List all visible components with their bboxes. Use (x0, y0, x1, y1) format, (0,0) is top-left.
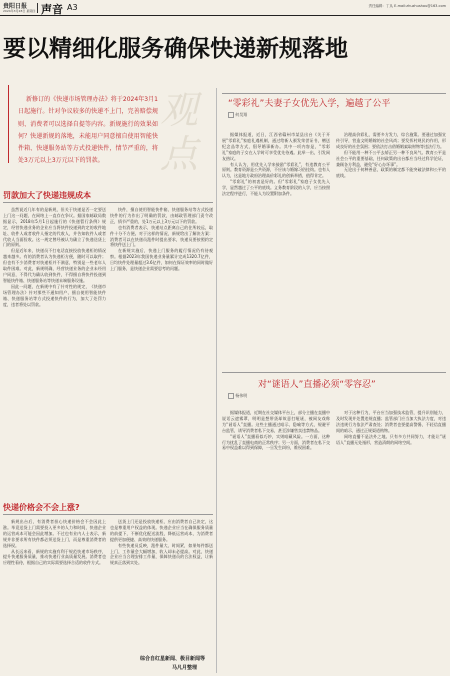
editor-contact: 责任编辑：丁从 E-mail:zhuzhushou@163.com (368, 4, 446, 8)
issue-date: 2024年3月28日 星期四 (3, 9, 36, 13)
art1-col2 (336, 132, 446, 360)
art2-title-rule (222, 372, 446, 373)
lead-paragraph: 新修订的《快递市场管理办法》将于2024年3月1日起施行。针对争议较多的快递不上门，完善赔偿规则、消费者可以选择自提等内容。新规施行的效果如何？快递新规的落地，未能用户同意擅自使用智能快件箱、快递服务站等方式投递快件，情节严重的，将处3万元以上3万元以下的罚款。 (18, 96, 158, 165)
sec1-col2 (110, 207, 213, 497)
sec2-col2-p2: 有些快递员反映，派件量大、时间紧，如果每件都送上门，工作量会大幅增加，收入却未必提高。对此，快递企业应当合理安排工作量，保障快递员的合法权益，让新规真正落到实处。 (110, 542, 213, 566)
sec2-col1-p2: 从长远来看，新规的实施有利于规范快递市场秩序，提升快递服务质量，推动快递行业高质量发展。消费者也应理性看待，根据自己的实际需要选择合适的收件方式。 (3, 548, 106, 566)
sec2-byline: 综合自红星新闻、极目新闻等 (140, 656, 206, 662)
sec1-col1-p2: 但是近年来，快递员不打电话直接投放快递柜的情况越来越多。有的消费者认为快递柜方便，随时可以取件；但也有不少消费者对快递柜并不满意，特别是一些老年人取件困难。对此，新规明确，经营快递业务的企业未经用户同意，不得代为确认收到快件，不得擅自将快件投递到智能快件箱、快递服务站等快递末端服务设施。 (3, 248, 106, 283)
sec1-col2-p3: 在新规实施后，快递上门服务的履行情况仍有待观察。根据2023年我国快递业务量累计完成1320.7亿件，日均快件处理量超过3.6亿件，如何在保证效率的同时做好上门服务，是快递企业需要思考的问题。 (110, 248, 213, 272)
sec2-title-rule (3, 514, 213, 515)
sec2-author: 马凡月整理 (172, 665, 198, 671)
masthead: 贵阳日报 (3, 3, 28, 10)
art2-col2 (336, 410, 446, 672)
sec1-col1 (3, 207, 106, 497)
art2-col1-p2: “谜语人”直播看似巧妙，实则暗藏风险。一方面，这种行为扰乱了直播电商的正常秩序；另一方面，消费者在私下交易中权益难以得到保障，一旦发生纠纷，维权困难。 (222, 433, 330, 451)
main-headline: 要以精细化服务确保快递新规落地 (3, 36, 348, 62)
sec1-col2-p1: 快件，擅自使用智能快件箱、快递服务站等方式投递快件的行为作出了明确的罚款，由邮政管理部门责令改正，情节严重的，处1万元以上3万元以下的罚款。 (110, 207, 213, 224)
page-number: A3 (67, 3, 78, 12)
sec2-col1 (3, 519, 106, 673)
sec1-col1-p3: 因此一问题，在新规中有了针对性的规定，《快递市场管理办法》针对那些不通知用户、擅自使用智能快件箱、快递服务站等方式投递快件的行为，加大了处罚力度，违者将处以罚款。 (3, 283, 106, 307)
sec2-col2-p1: 送货上门还是投放快递柜，应由消费者自己决定，这也是尊重用户权益的体现。快递企业应当在确保服务质量的前提下，不断优化配送流程，降低运营成本，为消费者提供更加便捷、高效的快递服务。 (110, 519, 213, 542)
author-marker-icon (228, 112, 234, 118)
author-marker-icon (228, 393, 234, 399)
section-name: 声音 (41, 3, 63, 16)
header-divider-bar (37, 3, 38, 13)
art2-author: 杨伟明 (235, 393, 248, 398)
column-divider (216, 88, 217, 673)
art1-col2-p1: 治理高价彩礼，需要多方发力，综合施策。要通过加强宣传引导，营造文明婚嫁的社会风尚；要发挥村规民约作用，形成良好的社会氛围；要依法打击借婚姻索取财物等违法行为。 (336, 132, 446, 149)
art1-author-row (228, 112, 247, 118)
art1-col1-p3: “零彩礼”的初衷是好的。但“零彩礼”家庭子女优先入学，显然越过了公平的底线。义务教育阶段的入学，应当按照法定程序进行，不能人为设置附加条件。 (222, 179, 330, 197)
art2-col2-p2: 网络直播不是法外之地。只有多方共同努力，才能让“谜语人”直播无处遁形，营造清朗的网络空间。 (336, 433, 446, 445)
sec2-col2 (110, 519, 213, 651)
sec2-col1-p1: 新规出台后，有消费者担心快递价格会不会因此上涨。毕竟送货上门需要投入更多的人力和时间，快递企业的运营成本可能会因此增加。不过也有业内人士表示，新规并非要求所有快件都必须送货上门，而是尊重消费者的选择权。 (3, 519, 106, 548)
sec2-title: 快递价格会不会上涨? (3, 503, 80, 512)
art1-title: “零彩礼”夫妻子女优先入学，遍越了公平 (228, 99, 391, 109)
art2-col1-p1: 据媒体报道，近期在社交媒体平台上，部分主播在直播中说话云遮雾罩，明明是想带货却故意打哑谜，被网友戏称为“谜语人”直播。这些主播通过暗示、隐喻等方式，规避平台监管，诱导消费者私下交易，甚至涉嫌售卖违禁物品。 (222, 410, 330, 433)
sec1-title-rule (3, 202, 213, 203)
art1-col2-p3: 无论出于何种善意，政策的制定都不能突破法律和公平的底线。 (336, 167, 446, 179)
watermark-guandian: 观点 (160, 88, 199, 176)
header-rule (0, 15, 450, 16)
sec1-col1-p1: 虽然说近几年有的是新规，但关于快递是否一定要送上门这一问题，在网络上一直存在争议。据国家邮政局数据显示，2018年5月1日起施行的《快递暂行条例》规定，经营快递业务的企业应当将快件投递到约定的收件地址、收件人或者收件人指定的代收人，并告知收件人或者代收人当面验收。这一规定曾经被认为确立了快递送货上门的原则。 (3, 207, 106, 248)
sec1-col2-p2: 也有消费者表示，快递站点距离自己的住所较远，取件十分不方便。对于这样的情况，新规给出了解决方案：消费者可以在快递员派件时提出要求，快递员要按照约定将快件送上门。 (110, 224, 213, 248)
art1-col1-p1: 据媒体报道，近日，江西省赣州市某县出台《关于开展“零彩礼”家庭礼遇机制，通过给新人颁发荣誉证书，赠送纪念品等方式，倡导婚事新办。其中一项内容是，“零彩礼”家庭的子女在入学时可享受优先待遇。此举一出，引发网友热议。 (222, 132, 330, 161)
lead-text (18, 94, 158, 170)
art1-col1-p2: 有人认为，用优先入学来鼓励“零彩礼”，有违教育公平原则。教育资源是公共资源，不应该与婚嫁习俗挂钩。也有人认为，这是地方政府治理高价彩礼的创新举措，值得肯定。 (222, 161, 330, 179)
art1-title-rule (222, 93, 446, 94)
art2-author-row (228, 393, 247, 399)
art2-col1 (222, 410, 330, 672)
art1-author: 何昊翔 (235, 112, 248, 117)
sec1-title: 罚款加大了快递违规成本 (3, 191, 91, 200)
art2-col2-p1: 对于这种行为，平台应当加强技术监管，提升识别能力，及时发现并处置违规直播；监管部门应当加大执法力度，对违法违规行为依法严肃查处；消费者也要提高警惕，不轻信直播间的暗示，通过正规渠道购物。 (336, 410, 446, 433)
art1-col1 (222, 132, 330, 360)
art1-col2-p2: 但不能用一种不公平去矫正另一种不良风气。教育公平是社会公平的重要基础，任何政策的出台都应当经过科学论证，兼顾各方利益，避免“好心办坏事”。 (336, 149, 446, 167)
art2-title: 对“谜语人”直播必须“零容忍” (258, 380, 376, 390)
lead-border (8, 85, 9, 163)
